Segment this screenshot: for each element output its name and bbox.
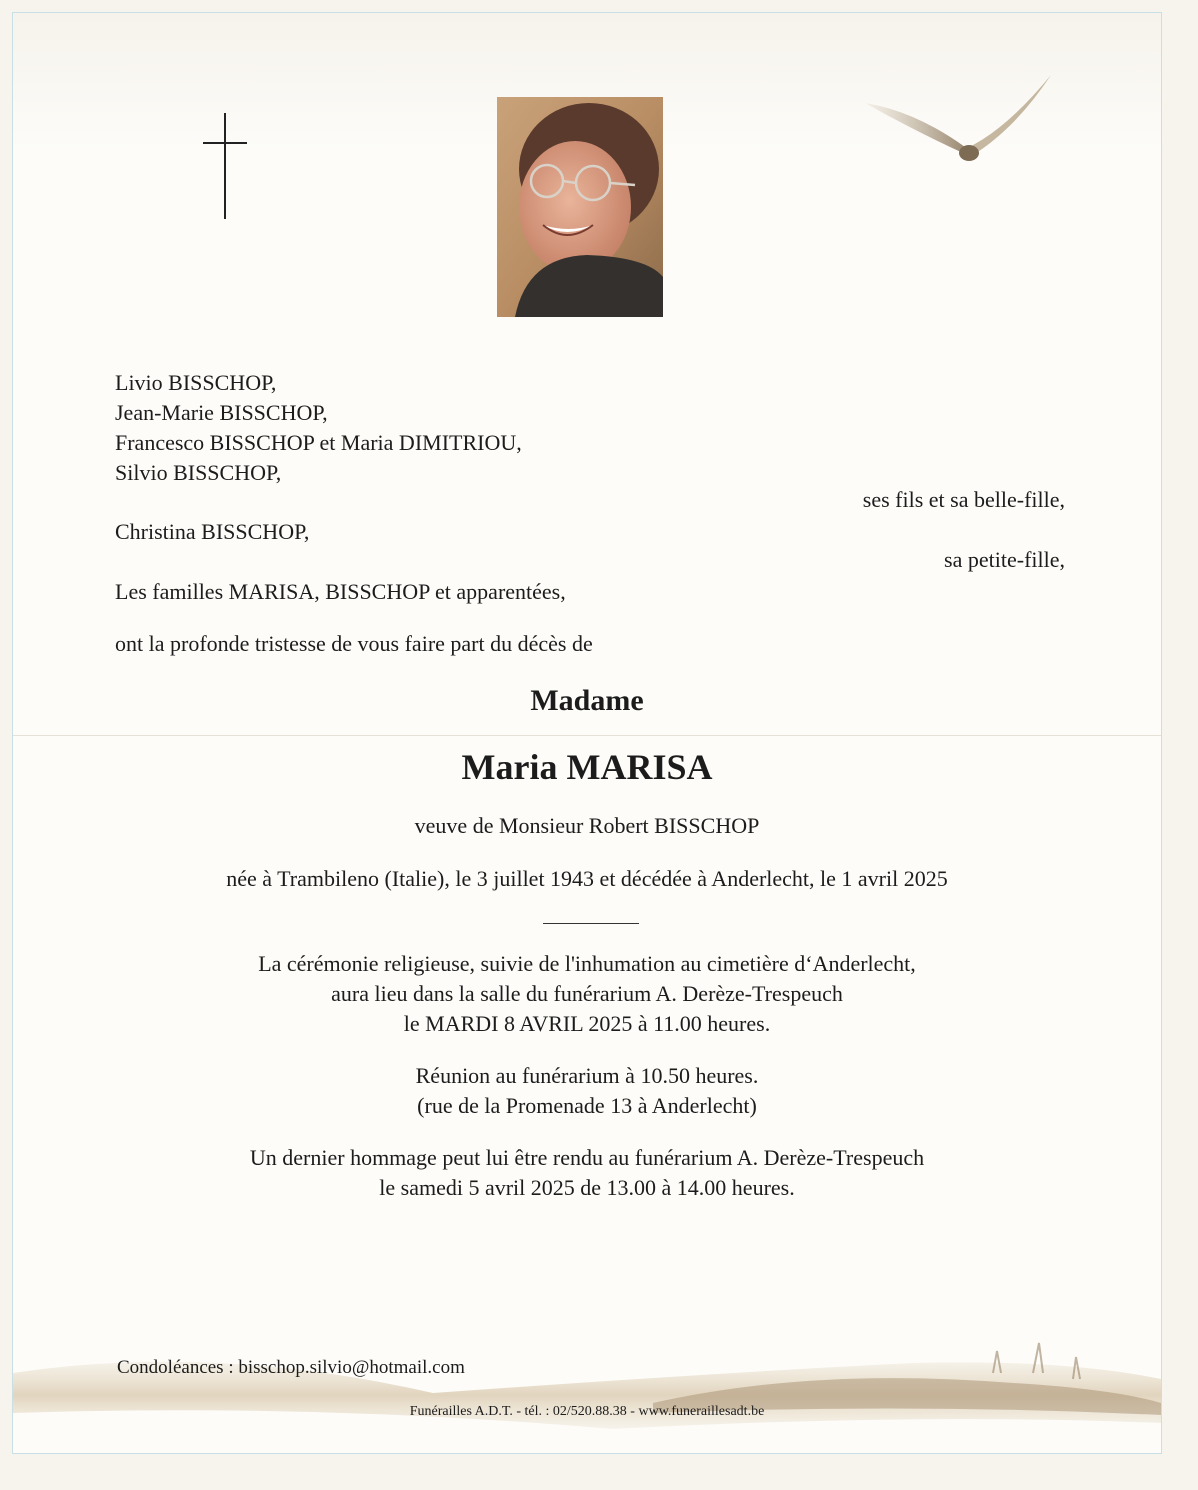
meeting-details — [13, 1061, 1161, 1121]
meeting-line: Réunion au funérarium à 10.50 heures. — [415, 1063, 759, 1088]
hommage-details — [13, 1143, 1161, 1203]
meeting-line: (rue de la Promenade 13 à Anderlecht) — [417, 1093, 757, 1118]
bird-icon — [865, 71, 1055, 171]
child-name: Livio BISSCHOP, — [115, 370, 277, 395]
ceremony-line: aura lieu dans la salle du funérarium A. Derèze-Trespeuch — [331, 981, 843, 1006]
funeral-notice-card — [12, 12, 1162, 1454]
ceremony-line: La cérémonie religieuse, suivie de l'inhumation au cimetière d‘Anderlecht, — [258, 951, 916, 976]
hommage-line: Un dernier hommage peut lui être rendu au funérarium A. Derèze-Trespeuch — [249, 1145, 925, 1170]
extended-families: Les familles MARISA, BISSCHOP et apparentées, — [115, 579, 566, 604]
ceremony-details — [13, 949, 1161, 1039]
ceremony-line: le MARDI 8 AVRIL 2025 à 11.00 heures. — [403, 1011, 771, 1036]
portrait-photo — [497, 97, 663, 317]
hommage-line: le samedi 5 avril 2025 de 13.00 à 14.00 heures. — [379, 1175, 795, 1200]
funeral-home-footer: Funérailles A.D.T. - tél. : 02/520.88.38 - www.funeraillesadt.be — [409, 1404, 765, 1419]
cross-icon — [203, 113, 247, 219]
announcement-text: ont la profonde tristesse de vous faire part du décès de — [115, 631, 593, 656]
grandchild-name: Christina BISSCHOP, — [115, 519, 310, 544]
children-relation: ses fils et sa belle-fille, — [862, 487, 1065, 512]
fold-line — [13, 735, 1161, 736]
children-list — [115, 368, 522, 488]
child-name: Francesco BISSCHOP et Maria DIMITRIOU, — [115, 430, 522, 455]
deceased-title: Madame — [530, 684, 644, 717]
deceased-name: Maria MARISA — [461, 747, 713, 787]
grandchild-relation: sa petite-fille, — [944, 547, 1065, 572]
birth-death-dates: née à Trambileno (Italie), le 3 juillet 1943 et décédée à Anderlecht, le 1 avril 2025 — [226, 866, 948, 891]
condolences-contact: Condoléances : bisschop.silvio@hotmail.com — [117, 1357, 465, 1378]
child-name: Jean-Marie BISSCHOP, — [115, 400, 328, 425]
widow-of: veuve de Monsieur Robert BISSCHOP — [414, 813, 760, 838]
child-name: Silvio BISSCHOP, — [115, 460, 282, 485]
separator-line — [543, 923, 639, 924]
landscape-decoration — [13, 1333, 1161, 1453]
